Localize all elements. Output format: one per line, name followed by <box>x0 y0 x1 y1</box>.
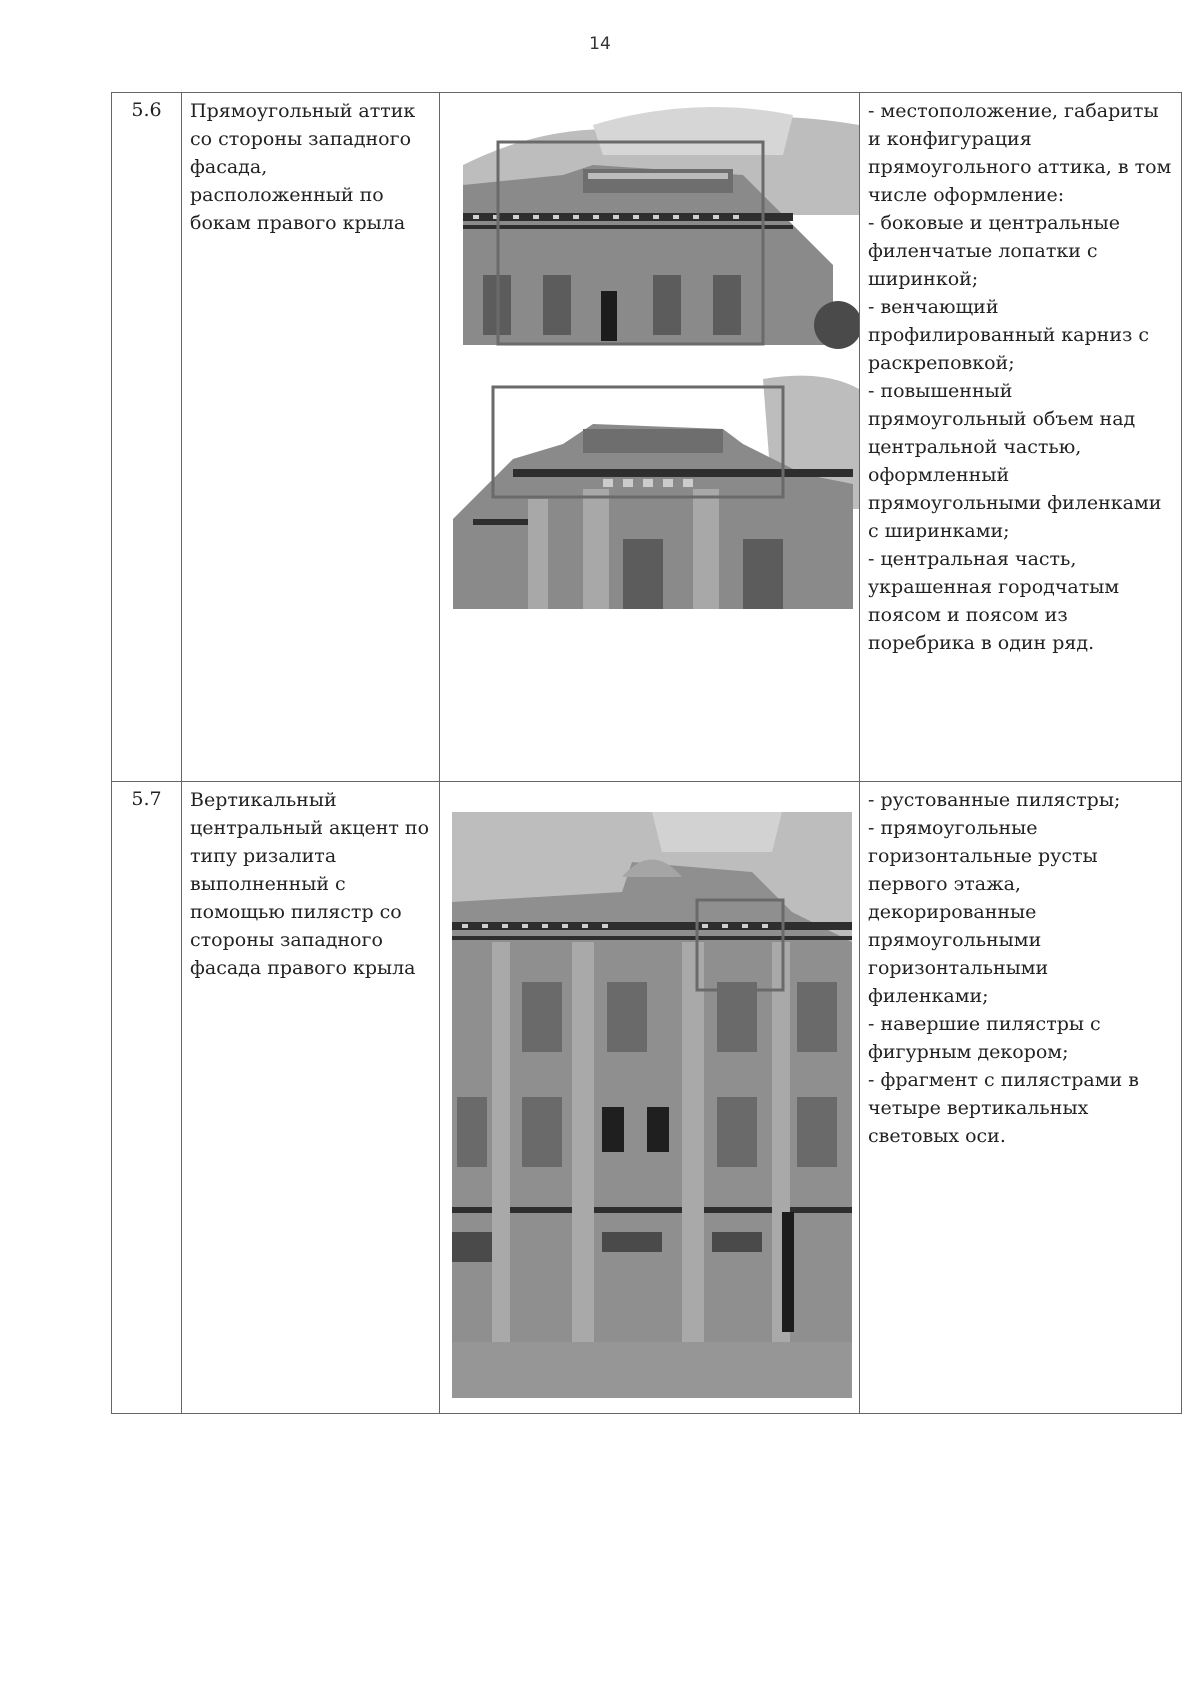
description-item: - прямоугольные горизонтальные русты первого этажа, декорированные прямоугольными горизонтальными филенками; <box>868 817 1098 1007</box>
photo-cell <box>440 93 860 782</box>
row-number: 5.6 <box>112 93 182 782</box>
description-item: - местоположение, габариты и конфигурация прямоугольного аттика, в том числе оформление: <box>868 100 1172 206</box>
photo-facade-pilasters <box>452 812 852 1398</box>
description-item: - венчающий профилированный карниз с раскреповкой; <box>868 296 1150 374</box>
table-row <box>112 782 1182 1414</box>
description-item: - рустованные пилястры; <box>868 789 1121 811</box>
description-cell <box>860 782 1182 1414</box>
description-item: - повышенный прямоугольный объем над центральной частью, оформленный прямоугольными филенками с ширинками; <box>868 380 1162 542</box>
photo-cell <box>440 782 860 1414</box>
description-item: - навершие пилястры с фигурным декором; <box>868 1013 1101 1063</box>
element-name: Вертикальный центральный акцент по типу ризалита выполненный с помощью пилястр со стороны западного фасада правого крыла <box>182 782 440 1414</box>
description-list <box>868 97 1173 657</box>
description-item: - центральная часть, украшенная городчатым поясом и поясом из поребрика в один ряд. <box>868 548 1120 654</box>
row-number: 5.7 <box>112 782 182 1414</box>
photo-facade-attic-top <box>443 95 859 365</box>
description-item: - фрагмент с пилястрами в четыре вертикальных световых оси. <box>868 1069 1139 1147</box>
protection-items-table <box>111 92 1182 1414</box>
element-name: Прямоугольный аттик со стороны западного фасада, расположенный по бокам правого крыла <box>182 93 440 782</box>
photo-facade-attic-bottom <box>443 369 859 609</box>
table-row <box>112 93 1182 782</box>
description-list <box>868 786 1173 1150</box>
page-number: 14 <box>589 34 611 54</box>
description-cell <box>860 93 1182 782</box>
description-item: - боковые и центральные филенчатые лопатки с ширинкой; <box>868 212 1121 290</box>
